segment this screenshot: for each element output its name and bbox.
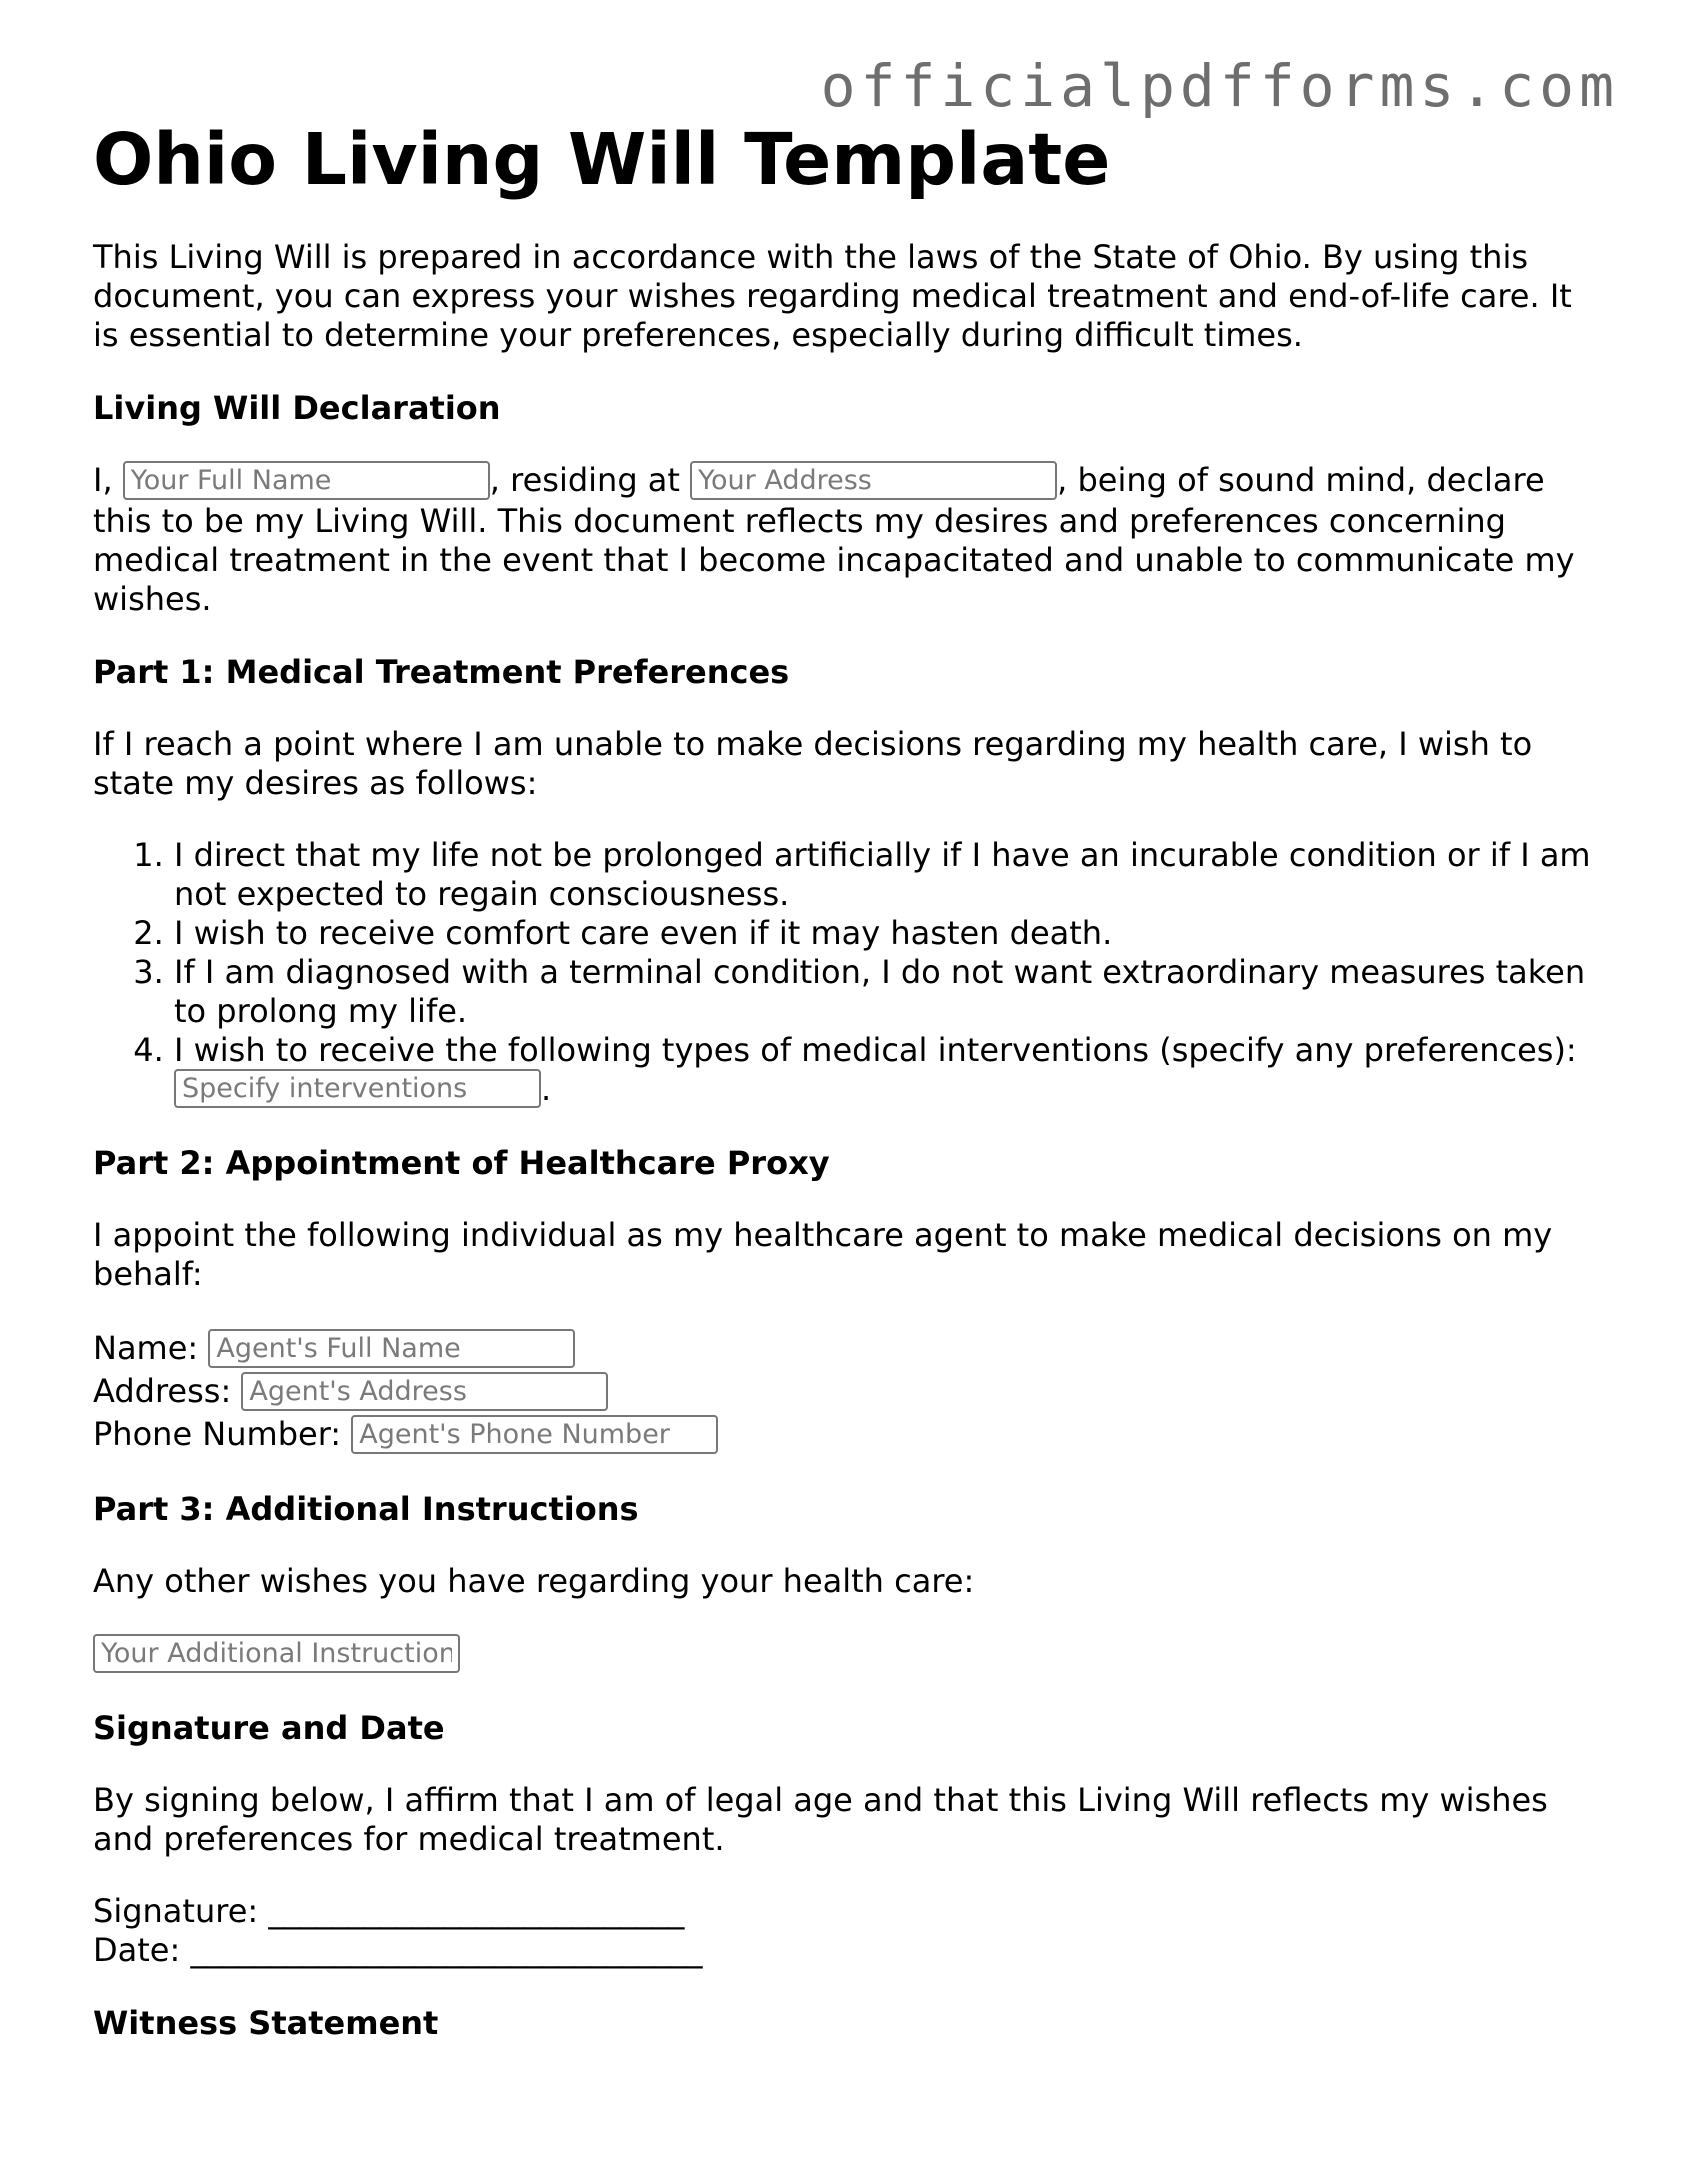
part3-heading: Part 3: Additional Instructions [93, 1490, 639, 1528]
item4-text: I wish to receive the following types of medical interventions (specify any preferences): [174, 1030, 1577, 1069]
declaration-suffix: , being of sound mind, declare this to be my Living Will. This document reflects my desires and preferences concerning medical treatment in the event that I become incapacitated and unable to communicate my wishes. [93, 461, 1575, 618]
page-title: Ohio Living Will Template [93, 118, 1111, 201]
agent-name-row [93, 1327, 1593, 1370]
agent-address-label: Address: [93, 1372, 242, 1410]
declaration-heading: Living Will Declaration [93, 389, 501, 427]
document-page [93, 118, 1593, 2043]
date-row [93, 1931, 1593, 1970]
part3-intro: Any other wishes you have regarding your health care: [93, 1562, 975, 1600]
part1-intro: If I reach a point where I am unable to make decisions regarding my health care, I wish to state my desires as follows: [93, 724, 1533, 802]
agent-name-input[interactable] [208, 1329, 575, 1368]
date-label: Date: [93, 1930, 191, 1969]
list-item [174, 1031, 1593, 1111]
part2-intro: I appoint the following individual as my healthcare agent to make medical decisions on my behalf: [93, 1216, 1553, 1293]
preferences-list [93, 836, 1593, 1111]
intro-paragraph: This Living Will is prepared in accordance with the laws of the State of Ohio. By using this document, you can express your wishes regarding medical treatment and end-of-life care. It is essential to determine your preferences, especially during difficult times. [93, 238, 1572, 354]
agent-address-input[interactable] [241, 1372, 608, 1411]
agent-fields [93, 1327, 1593, 1456]
list-item: 3. If I am diagnosed with a terminal condition, I do not want extraordinary measures taken to prolong my life. [174, 953, 1593, 1031]
address-input[interactable] [690, 461, 1057, 500]
agent-address-row [93, 1370, 1593, 1413]
interventions-input[interactable] [174, 1069, 541, 1108]
signature-row [93, 1892, 1593, 1931]
signature-block [93, 1892, 1593, 1970]
signature-line[interactable]: __________________________ [268, 1891, 685, 1930]
agent-name-label: Name: [93, 1329, 209, 1367]
instructions-row [93, 1634, 1593, 1675]
witness-heading: Witness Statement [93, 2003, 439, 2042]
item4-end: . [541, 1069, 552, 1108]
list-item: 2. I wish to receive comfort care even if it may hasten death. [174, 914, 1593, 953]
agent-phone-input[interactable] [351, 1415, 718, 1454]
agent-phone-row [93, 1413, 1593, 1456]
signature-heading: Signature and Date [93, 1708, 445, 1747]
agent-phone-label: Phone Number: [93, 1415, 352, 1453]
signature-label: Signature: [93, 1891, 269, 1930]
watermark: officialpdfforms.com [820, 52, 1619, 120]
date-line[interactable]: ________________________________ [190, 1930, 703, 1969]
declaration-middle: , residing at [489, 461, 691, 499]
part2-heading: Part 2: Appointment of Healthcare Proxy [93, 1144, 830, 1182]
declaration-paragraph [93, 461, 1593, 619]
signature-paragraph: By signing below, I affirm that I am of legal age and that this Living Will reflects my wishes and preferences for medical treatment. [93, 1780, 1548, 1858]
list-item: 1. I direct that my life not be prolonged artificially if I have an incurable condition or if I am not expected to regain consciousness. [174, 836, 1593, 914]
declaration-prefix: I, [93, 461, 123, 499]
additional-instructions-input[interactable] [93, 1634, 460, 1673]
part1-heading: Part 1: Medical Treatment Preferences [93, 652, 790, 691]
full-name-input[interactable] [123, 461, 490, 500]
